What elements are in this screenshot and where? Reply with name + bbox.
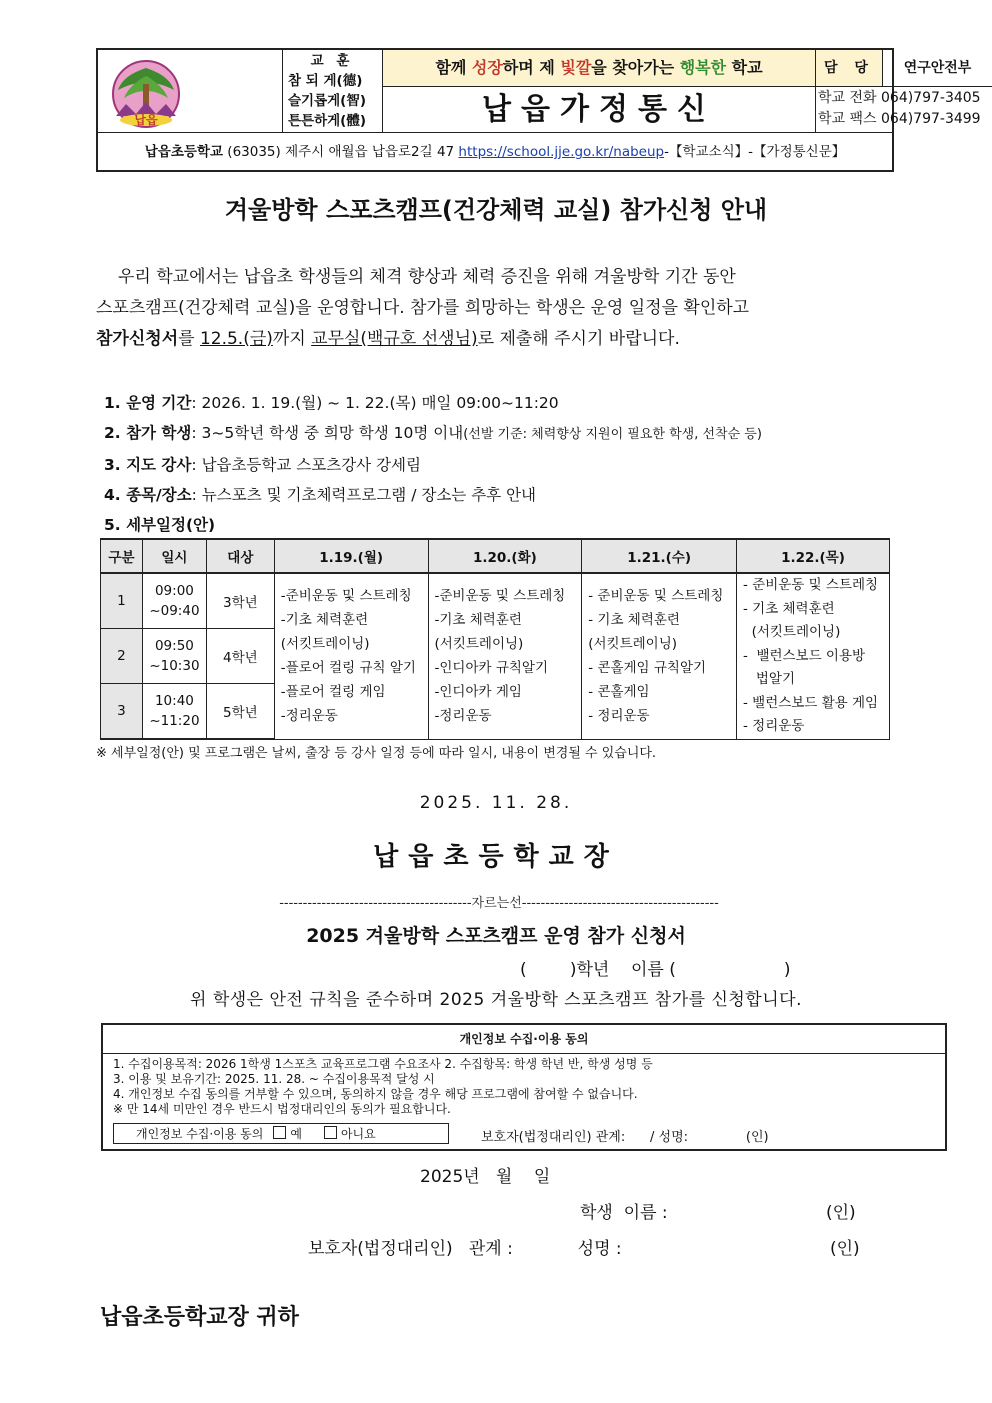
agree-no-label: 아니요 [340, 1127, 376, 1141]
row-time [142, 573, 206, 628]
program-day-3 [582, 573, 737, 739]
intro-paragraph [96, 262, 898, 355]
list-item [104, 418, 904, 450]
logo-text: 납읍 [134, 113, 158, 127]
document-title: 겨울방학 스포츠캠프(건강체력 교실) 참가신청 안내 [224, 196, 768, 224]
time-end: ~10:30 [149, 657, 200, 674]
item-value: : 3~5학년 학생 중 희망 학생 10명 이내 [191, 424, 464, 442]
program-line: -인디아카 게임 [434, 684, 522, 701]
time-start: 10:40 [154, 693, 194, 710]
program-line: -인디아카 규칙알기 [434, 660, 549, 677]
school-slogan [383, 50, 816, 87]
fax-label: 학교 팩스 [818, 111, 877, 127]
privacy-consent-box [101, 1023, 947, 1151]
program-line: -준비운동 및 스트레칭 [280, 588, 412, 605]
intro-line-3 [96, 324, 898, 355]
form-pledge: 위 학생은 안전 규칙을 준수하며 2025 겨울방학 스포츠캠프 참가를 신청합니다. [190, 990, 802, 1010]
dept-label: 담 당 [816, 50, 883, 87]
item-value: : 2026. 1. 19.(월) ~ 1. 22.(목) 매일 09:00~11:20 [191, 394, 559, 412]
column-header: 1.21.(수) [582, 539, 737, 573]
column-header: 대상 [206, 539, 274, 573]
program-line: - 밸런스보드 활용 게임 [742, 694, 879, 711]
program-line: - 정리운동 [588, 708, 650, 725]
column-header: 일시 [142, 539, 206, 573]
column-header: 1.19.(월) [274, 539, 428, 573]
school-motto [282, 50, 383, 132]
slogan-part: 학교 [726, 58, 763, 77]
sign-date[interactable]: 2025년 월 일 [420, 1167, 551, 1187]
school-logo-icon [104, 54, 188, 130]
program-line: (서킷트레이닝) [588, 636, 678, 653]
intro-line-1: 우리 학교에서는 납읍초 학생들의 체격 향상과 체력 증진을 위해 겨울방학 기간 동안 [118, 267, 736, 287]
item-value: : 뉴스포츠 및 기초체력프로그램 / 장소는 추후 안내 [191, 486, 537, 504]
grade-name-field[interactable]: ( )학년 이름 ( ) [520, 960, 791, 980]
time-end: ~09:40 [149, 602, 200, 619]
row-target: 3학년 [206, 573, 274, 628]
dept-value: 연구안전부 [883, 50, 992, 87]
phone-label: 학교 전화 [818, 90, 877, 106]
addressee: 납읍초등학교장 귀하 [100, 1305, 299, 1330]
program-line: (서킷트레이닝) [280, 636, 370, 653]
consent-line: 1. 수집이용목적: 2026 1학생 1스포츠 교육프로그램 수요조사 2. 수집항목: 학생 학년 반, 학생 성명 등 [113, 1057, 653, 1071]
list-item [104, 510, 904, 540]
school-address [98, 133, 892, 171]
agree-yes-label: 예 [290, 1127, 302, 1141]
agree-no-checkbox[interactable] [324, 1126, 337, 1139]
consent-title: 개인정보 수집·이용 동의 [103, 1025, 945, 1054]
header-top [98, 50, 981, 133]
program-line: -플로어 컬링 게임 [280, 684, 386, 701]
intro-text: 로 제출해 주시기 바랍니다. [477, 329, 680, 349]
contact-info [818, 88, 992, 130]
row-number: 2 [101, 628, 143, 683]
address-school-name: 납읍초등학교 [144, 144, 223, 160]
program-line: - 기초 체력훈련 [742, 600, 835, 617]
intro-line-2: 스포츠캠프(건강체력 교실)을 운영합니다. 참가를 희망하는 학생은 운영 일정을 확인하고 [96, 298, 750, 318]
list-item [104, 450, 904, 480]
program-line: -기초 체력훈련 [434, 612, 522, 629]
table-row [101, 573, 890, 628]
item-key: 5. 세부일정(안) [104, 516, 216, 534]
list-item [104, 480, 904, 510]
program-day-2 [428, 573, 582, 739]
table-header-row [101, 539, 890, 573]
slogan-happy: 행복한 [679, 58, 727, 77]
newsletter-header [96, 48, 981, 172]
phone-value: 064)797-3405 [881, 90, 981, 106]
program-line: -플로어 컬링 규칙 알기 [280, 660, 416, 677]
row-target: 4학년 [206, 628, 274, 683]
item-key: 4. 종목/장소 [104, 486, 192, 504]
program-line: - 준비운동 및 스트레칭 [588, 588, 724, 605]
program-line: 법알기 [742, 671, 795, 687]
slogan-part: 하며 제 [502, 58, 561, 77]
slogan-part: 을 찾아가는 [591, 58, 680, 77]
row-time [142, 628, 206, 683]
consent-line: ※ 만 14세 미만인 경우 반드시 법정대리인의 동의가 필요합니다. [113, 1102, 451, 1116]
intro-deadline: 12.5.(금) [199, 329, 273, 349]
address-text: (63035) 제주시 애월읍 납읍로2길 47 [227, 144, 455, 160]
time-end: ~11:20 [149, 713, 200, 730]
list-item [104, 388, 904, 418]
program-line: - 준비운동 및 스트레칭 [742, 577, 879, 593]
info-list [104, 388, 904, 540]
address-tail: -【학교소식】-【가정통신문】 [664, 144, 846, 160]
student-name-field[interactable]: 학생 이름 : [580, 1203, 668, 1223]
program-line: - 정리운동 [742, 718, 805, 734]
school-logo-cell [98, 50, 283, 132]
slogan-color: 빛깔 [560, 58, 592, 77]
slogan-part: 함께 [435, 58, 472, 77]
row-number: 1 [101, 573, 143, 628]
row-target: 5학년 [206, 684, 274, 739]
item-key: 1. 운영 기간 [104, 394, 192, 412]
student-seal: (인) [826, 1203, 856, 1223]
item-key: 2. 참가 학생 [104, 424, 192, 442]
consent-line: 4. 개인정보 수집 동의를 거부할 수 있으며, 동의하지 않을 경우 해당 프로그램에 참여할 수 없습니다. [113, 1087, 638, 1101]
cut-line: -----------------------------------------자르는선------------------------------------------ [279, 896, 719, 911]
agree-label: 개인정보 수집·이용 동의 [136, 1127, 264, 1141]
program-line: - 밸런스보드 이용방 [742, 647, 866, 664]
program-line: - 콘홀게임 규칙알기 [588, 660, 707, 677]
consent-body [113, 1057, 933, 1117]
consent-guardian-line[interactable]: 보호자(법정대리인) 관계: / 성명: (인) [481, 1130, 769, 1145]
program-line: -준비운동 및 스트레칭 [434, 588, 566, 605]
program-line: - 콘홀게임 [588, 684, 650, 701]
guardian-seal: (인) [830, 1239, 860, 1259]
intro-form: 참가신청서 [96, 329, 179, 349]
program-day-4 [736, 573, 889, 739]
row-number: 3 [101, 684, 143, 739]
form-title: 2025 겨울방학 스포츠캠프 운영 참가 신청서 [306, 925, 686, 947]
intro-text: 를 [178, 329, 200, 349]
item-key: 3. 지도 강사 [104, 456, 192, 474]
slogan-growth: 성장 [471, 58, 503, 77]
program-line: (서킷트레이닝) [434, 636, 524, 653]
program-day-1 [274, 573, 428, 739]
program-line: -정리운동 [280, 708, 338, 725]
fax-value: 064)797-3499 [881, 111, 981, 127]
motto-title: 교 훈 [310, 53, 354, 69]
time-start: 09:00 [154, 582, 194, 599]
time-start: 09:50 [154, 637, 194, 654]
principal-signature: 납읍초등학교장 [373, 842, 619, 872]
guardian-sign-field[interactable]: 보호자(법정대리인) 관계 : 성명 : [308, 1239, 622, 1259]
intro-text: 까지 [272, 329, 312, 349]
program-line: (서킷트레이닝) [742, 624, 841, 640]
school-url-link[interactable]: https://school.jje.go.kr/nabeup [458, 144, 665, 160]
column-header: 구분 [101, 539, 143, 573]
intro-office: 교무실(백규호 선생님) [311, 329, 478, 349]
program-line: -정리운동 [434, 708, 492, 725]
motto-line-3: 튼튼하게(體) [288, 113, 367, 129]
program-line: -기초 체력훈련 [280, 612, 369, 629]
column-header: 1.20.(화) [428, 539, 582, 573]
row-time [142, 684, 206, 739]
item-value: : 납읍초등학교 스포츠강사 강세림 [191, 456, 421, 474]
motto-line-2: 슬기롭게(智) [288, 93, 367, 109]
consent-agree-box [113, 1123, 449, 1144]
schedule-table [100, 538, 890, 740]
issue-date: 2025. 11. 28. [419, 793, 573, 813]
newsletter-title: 납읍가정통신 [383, 87, 816, 132]
column-header: 1.22.(목) [736, 539, 889, 573]
schedule-note: ※ 세부일정(안) 및 프로그램은 날씨, 출장 등 강사 일정 등에 따라 일시, 내용이 변경될 수 있습니다. [96, 746, 657, 761]
motto-line-1: 참 되 게(德) [288, 73, 363, 89]
item-note: (선발 기준: 체력향상 지원이 필요한 학생, 선착순 등) [463, 427, 762, 442]
program-line: - 기초 체력훈련 [588, 612, 680, 629]
agree-yes-checkbox[interactable] [273, 1126, 286, 1139]
consent-line: 3. 이용 및 보유기간: 2025. 11. 28. ~ 수집이용목적 달성 시 [113, 1072, 435, 1086]
